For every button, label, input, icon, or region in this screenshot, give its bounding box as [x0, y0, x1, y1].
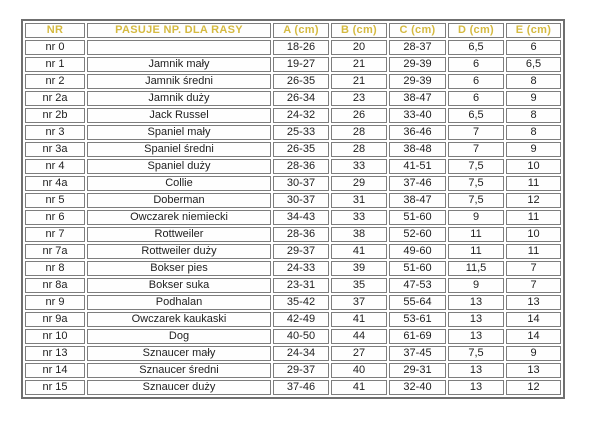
size-number-cell: nr 7a	[25, 244, 85, 259]
breed-cell: Collie	[87, 176, 271, 191]
size-number-cell: nr 6	[25, 210, 85, 225]
measurement-cell: 6,5	[448, 40, 504, 55]
measurement-cell: 18-26	[273, 40, 329, 55]
size-number-cell: nr 4a	[25, 176, 85, 191]
breed-cell	[87, 40, 271, 55]
breed-cell: Rottweiler duży	[87, 244, 271, 259]
measurement-cell: 7	[506, 261, 561, 276]
size-number-cell: nr 2	[25, 74, 85, 89]
measurement-cell: 11,5	[448, 261, 504, 276]
breed-cell: Sznaucer duży	[87, 380, 271, 395]
size-number-cell: nr 5	[25, 193, 85, 208]
size-number-cell: nr 3	[25, 125, 85, 140]
measurement-cell: 13	[448, 380, 504, 395]
measurement-cell: 21	[331, 57, 387, 72]
measurement-cell: 42-49	[273, 312, 329, 327]
header-row	[25, 23, 561, 38]
table-row	[25, 346, 561, 361]
measurement-cell: 51-60	[389, 261, 446, 276]
breed-cell: Rottweiler	[87, 227, 271, 242]
measurement-cell: 6	[448, 91, 504, 106]
measurement-cell: 8	[506, 74, 561, 89]
size-number-cell: nr 9a	[25, 312, 85, 327]
table-row	[25, 125, 561, 140]
size-number-cell: nr 10	[25, 329, 85, 344]
measurement-cell: 35-42	[273, 295, 329, 310]
table-row	[25, 329, 561, 344]
measurement-cell: 53-61	[389, 312, 446, 327]
table-body	[25, 40, 561, 395]
measurement-cell: 33	[331, 210, 387, 225]
size-number-cell: nr 0	[25, 40, 85, 55]
measurement-cell: 26-35	[273, 142, 329, 157]
measurement-cell: 14	[506, 312, 561, 327]
table-row	[25, 74, 561, 89]
table-row	[25, 278, 561, 293]
size-number-cell: nr 8	[25, 261, 85, 276]
measurement-cell: 35	[331, 278, 387, 293]
measurement-cell: 24-33	[273, 261, 329, 276]
size-number-cell: nr 2b	[25, 108, 85, 123]
size-number-cell: nr 2a	[25, 91, 85, 106]
measurement-cell: 29-39	[389, 57, 446, 72]
measurement-cell: 32-40	[389, 380, 446, 395]
measurement-cell: 13	[506, 363, 561, 378]
size-number-cell: nr 1	[25, 57, 85, 72]
size-number-cell: nr 15	[25, 380, 85, 395]
measurement-cell: 6	[448, 74, 504, 89]
measurement-cell: 7	[448, 142, 504, 157]
breed-cell: Dog	[87, 329, 271, 344]
measurement-cell: 11	[506, 210, 561, 225]
measurement-cell: 23	[331, 91, 387, 106]
measurement-cell: 44	[331, 329, 387, 344]
measurement-cell: 37-45	[389, 346, 446, 361]
measurement-cell: 6	[448, 57, 504, 72]
measurement-cell: 19-27	[273, 57, 329, 72]
breed-cell: Spaniel mały	[87, 125, 271, 140]
table-row	[25, 176, 561, 191]
breed-cell: Jack Russel	[87, 108, 271, 123]
measurement-cell: 33	[331, 159, 387, 174]
measurement-cell: 7,5	[448, 193, 504, 208]
size-number-cell: nr 14	[25, 363, 85, 378]
measurement-cell: 41	[331, 380, 387, 395]
measurement-cell: 31	[331, 193, 387, 208]
measurement-cell: 41-51	[389, 159, 446, 174]
measurement-cell: 7,5	[448, 346, 504, 361]
breed-cell: Jamnik mały	[87, 57, 271, 72]
measurement-cell: 41	[331, 244, 387, 259]
measurement-cell: 10	[506, 159, 561, 174]
breed-cell: Owczarek niemiecki	[87, 210, 271, 225]
measurement-cell: 13	[448, 329, 504, 344]
measurement-cell: 11	[448, 227, 504, 242]
table-row	[25, 108, 561, 123]
table-row	[25, 193, 561, 208]
measurement-cell: 12	[506, 193, 561, 208]
measurement-cell: 28-36	[273, 227, 329, 242]
measurement-cell: 47-53	[389, 278, 446, 293]
measurement-cell: 30-37	[273, 176, 329, 191]
breed-cell: Jamnik duży	[87, 91, 271, 106]
table-row	[25, 244, 561, 259]
measurement-cell: 38-47	[389, 91, 446, 106]
breed-cell: Doberman	[87, 193, 271, 208]
table-row	[25, 210, 561, 225]
breed-cell: Bokser pies	[87, 261, 271, 276]
size-number-cell: nr 8a	[25, 278, 85, 293]
measurement-cell: 38	[331, 227, 387, 242]
measurement-cell: 24-34	[273, 346, 329, 361]
measurement-cell: 37-46	[273, 380, 329, 395]
column-header: E (cm)	[506, 23, 561, 38]
table-row	[25, 312, 561, 327]
breed-cell: Spaniel duży	[87, 159, 271, 174]
dog-size-chart-table	[21, 19, 565, 399]
measurement-cell: 30-37	[273, 193, 329, 208]
measurement-cell: 40	[331, 363, 387, 378]
measurement-cell: 9	[448, 278, 504, 293]
table-row	[25, 142, 561, 157]
breed-cell: Sznaucer mały	[87, 346, 271, 361]
measurement-cell: 13	[448, 295, 504, 310]
measurement-cell: 29-39	[389, 74, 446, 89]
measurement-cell: 9	[448, 210, 504, 225]
measurement-cell: 8	[506, 108, 561, 123]
breed-cell: Podhalan	[87, 295, 271, 310]
measurement-cell: 14	[506, 329, 561, 344]
measurement-cell: 28	[331, 142, 387, 157]
table-row	[25, 380, 561, 395]
measurement-cell: 20	[331, 40, 387, 55]
size-number-cell: nr 3a	[25, 142, 85, 157]
measurement-cell: 26-35	[273, 74, 329, 89]
size-number-cell: nr 9	[25, 295, 85, 310]
measurement-cell: 28	[331, 125, 387, 140]
table-row	[25, 363, 561, 378]
measurement-cell: 37	[331, 295, 387, 310]
measurement-cell: 7	[506, 278, 561, 293]
table-row	[25, 159, 561, 174]
table-row	[25, 91, 561, 106]
measurement-cell: 49-60	[389, 244, 446, 259]
column-header: PASUJE NP. DLA RASY	[87, 23, 271, 38]
table-row	[25, 227, 561, 242]
measurement-cell: 51-60	[389, 210, 446, 225]
measurement-cell: 6,5	[506, 57, 561, 72]
measurement-cell: 55-64	[389, 295, 446, 310]
measurement-cell: 29	[331, 176, 387, 191]
measurement-cell: 8	[506, 125, 561, 140]
measurement-cell: 27	[331, 346, 387, 361]
breed-cell: Sznaucer średni	[87, 363, 271, 378]
measurement-cell: 29-37	[273, 244, 329, 259]
table-row	[25, 40, 561, 55]
measurement-cell: 21	[331, 74, 387, 89]
size-number-cell: nr 13	[25, 346, 85, 361]
table-row	[25, 57, 561, 72]
measurement-cell: 6	[506, 40, 561, 55]
measurement-cell: 40-50	[273, 329, 329, 344]
measurement-cell: 9	[506, 346, 561, 361]
column-header: B (cm)	[331, 23, 387, 38]
measurement-cell: 6,5	[448, 108, 504, 123]
measurement-cell: 36-46	[389, 125, 446, 140]
measurement-cell: 9	[506, 91, 561, 106]
measurement-cell: 7,5	[448, 176, 504, 191]
measurement-cell: 23-31	[273, 278, 329, 293]
measurement-cell: 26	[331, 108, 387, 123]
measurement-cell: 13	[506, 295, 561, 310]
table-row	[25, 295, 561, 310]
measurement-cell: 29-31	[389, 363, 446, 378]
breed-cell: Spaniel średni	[87, 142, 271, 157]
breed-cell: Bokser suka	[87, 278, 271, 293]
measurement-cell: 41	[331, 312, 387, 327]
measurement-cell: 13	[448, 363, 504, 378]
breed-cell: Owczarek kaukaski	[87, 312, 271, 327]
measurement-cell: 38-47	[389, 193, 446, 208]
measurement-cell: 11	[506, 176, 561, 191]
measurement-cell: 26-34	[273, 91, 329, 106]
measurement-cell: 28-36	[273, 159, 329, 174]
column-header: C (cm)	[389, 23, 446, 38]
measurement-cell: 39	[331, 261, 387, 276]
size-number-cell: nr 7	[25, 227, 85, 242]
measurement-cell: 9	[506, 142, 561, 157]
measurement-cell: 13	[448, 312, 504, 327]
measurement-cell: 12	[506, 380, 561, 395]
measurement-cell: 34-43	[273, 210, 329, 225]
measurement-cell: 10	[506, 227, 561, 242]
breed-cell: Jamnik średni	[87, 74, 271, 89]
measurement-cell: 24-32	[273, 108, 329, 123]
measurement-cell: 29-37	[273, 363, 329, 378]
column-header: A (cm)	[273, 23, 329, 38]
measurement-cell: 25-33	[273, 125, 329, 140]
measurement-cell: 7,5	[448, 159, 504, 174]
column-header: D (cm)	[448, 23, 504, 38]
measurement-cell: 61-69	[389, 329, 446, 344]
measurement-cell: 37-46	[389, 176, 446, 191]
table-row	[25, 261, 561, 276]
measurement-cell: 33-40	[389, 108, 446, 123]
measurement-cell: 7	[448, 125, 504, 140]
size-number-cell: nr 4	[25, 159, 85, 174]
measurement-cell: 28-37	[389, 40, 446, 55]
column-header: NR	[25, 23, 85, 38]
measurement-cell: 11	[506, 244, 561, 259]
measurement-cell: 11	[448, 244, 504, 259]
measurement-cell: 38-48	[389, 142, 446, 157]
measurement-cell: 52-60	[389, 227, 446, 242]
